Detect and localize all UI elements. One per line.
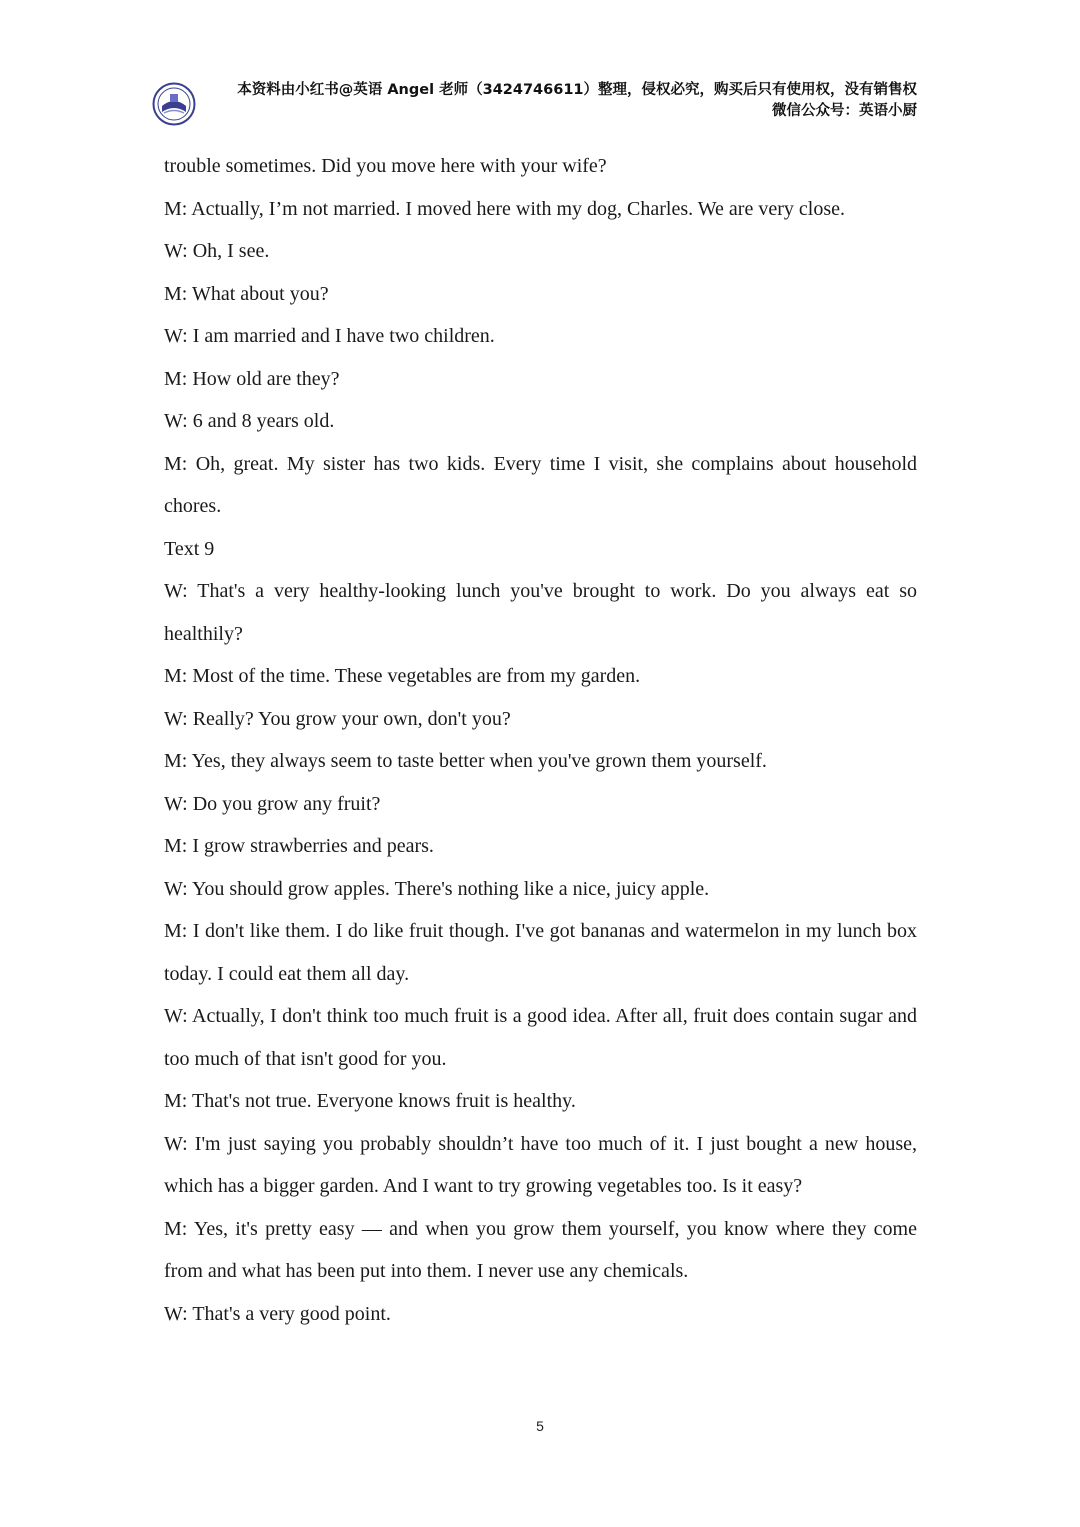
dialogue-line: W: That's a very healthy-looking lunch you've brought to work. Do you always eat so healthily? xyxy=(164,580,917,645)
dialogue-line: M: I grow strawberries and pears. xyxy=(164,835,434,857)
school-emblem-icon xyxy=(152,82,196,126)
dialogue-line: trouble sometimes. Did you move here with your wife? xyxy=(164,155,607,177)
dialogue-line: W: Do you grow any fruit? xyxy=(164,792,381,815)
header-wechat-line: 微信公众号：英语小厨 xyxy=(772,103,917,119)
dialogue-line: M: That's not true. Everyone knows fruit is healthy. xyxy=(164,1090,576,1112)
dialogue-line: M: Yes, it's pretty easy — and when you grow them yourself, you know where they come from and what has been put into them. I never use any chemicals. xyxy=(164,1217,917,1282)
dialogue-line: W: Oh, I see. xyxy=(164,240,270,262)
dialogue-line: M: How old are they? xyxy=(164,367,340,390)
section-heading: Text 9 xyxy=(164,537,215,560)
dialogue-line: M: Yes, they always seem to taste better when you've grown them yourself. xyxy=(164,750,767,772)
dialogue-line: M: Most of the time. These vegetables are from my garden. xyxy=(164,665,641,687)
page-number: 5 xyxy=(536,1418,544,1434)
dialogue-line: W: Really? You grow your own, don't you? xyxy=(164,707,511,730)
dialogue-line: M: Actually, I’m not married. I moved here with my dog, Charles. We are very close. xyxy=(164,197,845,220)
dialogue-line: W: 6 and 8 years old. xyxy=(164,410,335,432)
dialogue-line: M: Oh, great. My sister has two kids. Every time I visit, she complains about household chores. xyxy=(164,452,917,517)
dialogue-line: W: That's a very good point. xyxy=(164,1302,391,1325)
page-header xyxy=(152,80,917,126)
dialogue-line: M: I don't like them. I do like fruit though. I've got bananas and watermelon in my lunch box today. I could eat them all day. xyxy=(164,920,917,985)
header-copyright-line: 本资料由小红书@英语 Angel 老师（3424746611）整理，侵权必究，购买后只有使用权，没有销售权 xyxy=(237,82,917,98)
document-body xyxy=(164,145,917,1335)
header-text xyxy=(237,80,917,122)
dialogue-line: M: What about you? xyxy=(164,282,329,305)
dialogue-line: W: I am married and I have two children. xyxy=(164,325,495,347)
dialogue-line: W: I'm just saying you probably shouldn’t have too much of it. I just bought a new house, which has a bigger garden. And I want to try growing vegetables too. Is it easy? xyxy=(164,1132,917,1197)
dialogue-line: W: Actually, I don't think too much fruit is a good idea. After all, fruit does contain sugar and too much of that isn't good for you. xyxy=(164,1005,917,1070)
dialogue-line: W: You should grow apples. There's nothing like a nice, juicy apple. xyxy=(164,877,710,900)
